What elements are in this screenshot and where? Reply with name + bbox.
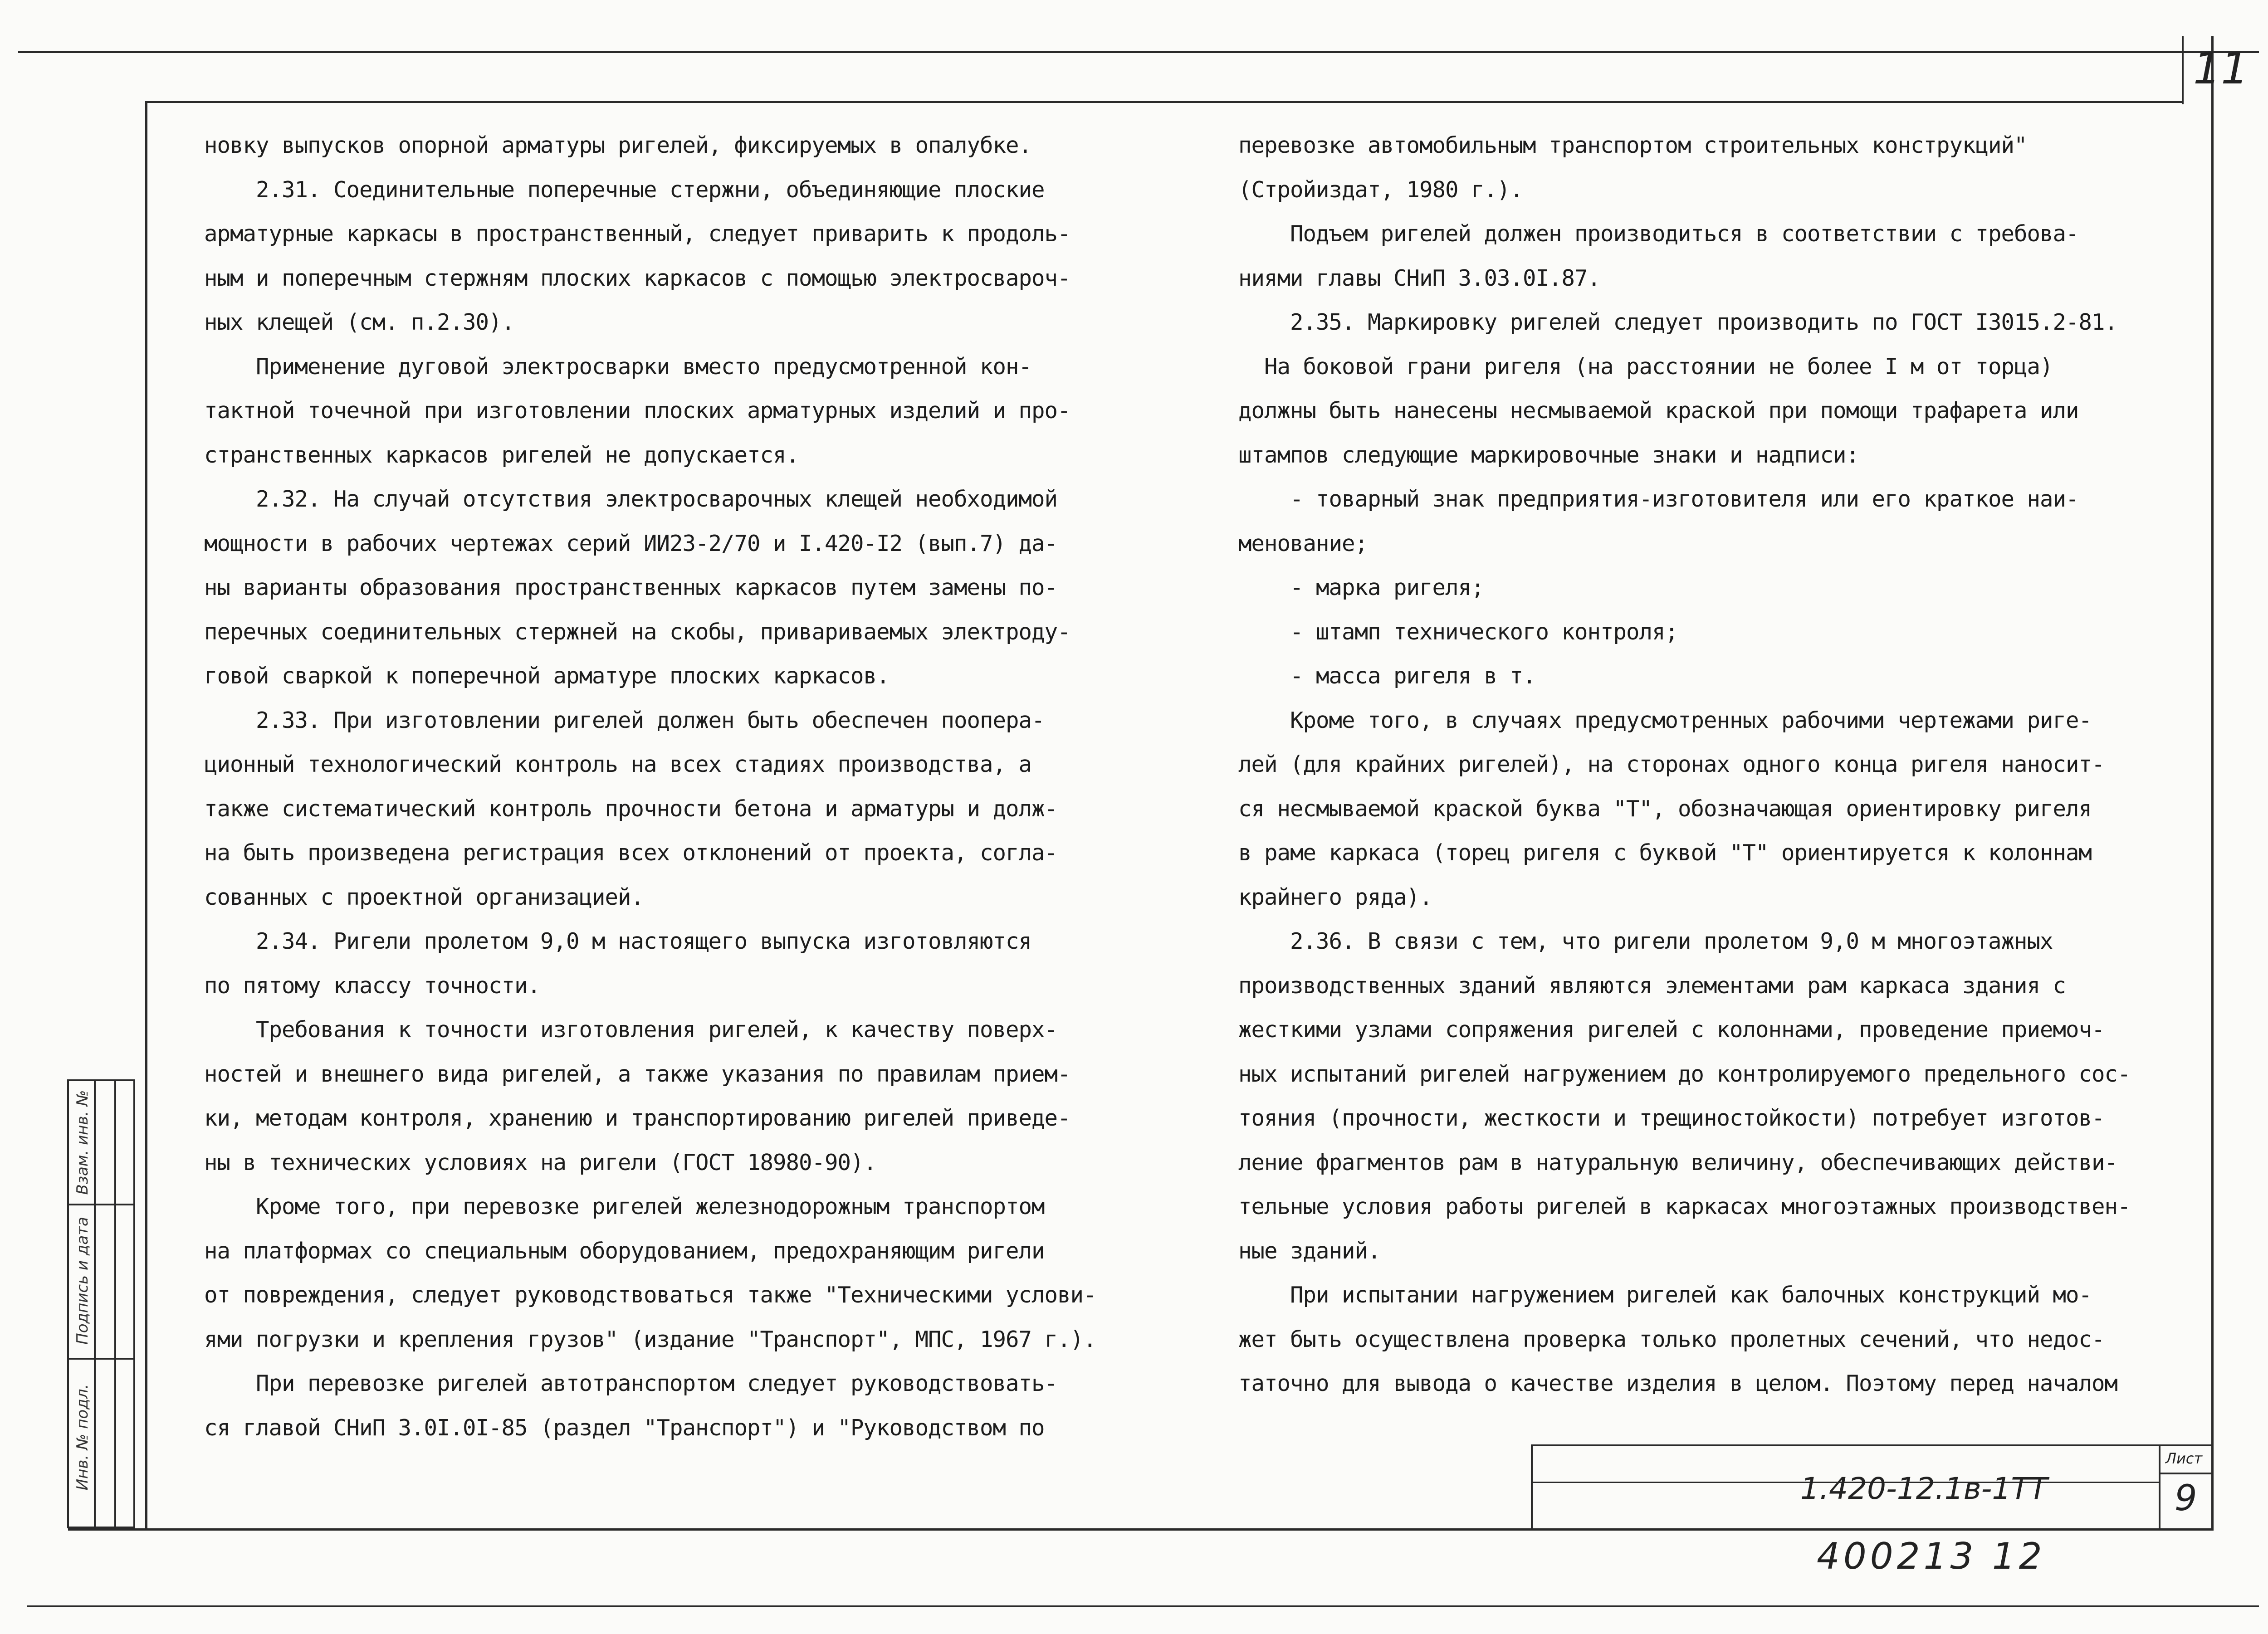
left-text-line: 2.31. Соединительные поперечные стержни, объединяющие плоские (204, 176, 1045, 203)
left-text-line: на быть произведена регистрация всех отклонений от проекта, согла- (204, 840, 1058, 866)
left-text-line: на платформах со специальным оборудованием, предохраняющим ригели (204, 1238, 1045, 1264)
left-text-line: 2.34. Ригели пролетом 9,0 м настоящего выпуска изготовляются (204, 928, 1032, 954)
right-text-line: таточно для вывода о качестве изделия в целом. Поэтому перед началом (1238, 1371, 2118, 1396)
right-text-line: Подъем ригелей должен производиться в соответствии с требова- (1238, 221, 2079, 247)
inner-bottom-frame-line (68, 1528, 2214, 1531)
inner-left-frame-line (145, 101, 147, 1530)
left-text-line: арматурные каркасы в пространственный, следует приварить к продоль- (204, 221, 1070, 247)
stamp-cell-signature-date: Подпись и дата (73, 1217, 92, 1345)
right-text-line: штампов следующие маркировочные знаки и надписи: (1238, 442, 1859, 468)
sheet-number: 9 (2175, 1478, 2197, 1519)
right-text-line: 2.35. Маркировку ригелей следует производить по ГОСТ I3015.2-81. (1238, 309, 2118, 335)
archive-number: 400213 12 (1817, 1535, 2046, 1577)
right-text-line: На боковой грани ригеля (на расстоянии не более I м от торца) (1238, 353, 2053, 380)
page-bottom-line (27, 1605, 2259, 1607)
right-text-line: (Стройиздат, 1980 г.). (1238, 176, 1523, 203)
right-text-line: - марка ригеля; (1238, 575, 1484, 600)
right-text-line: ных испытаний ригелей нагружением до контролируемого предельного сос- (1238, 1061, 2131, 1087)
left-text-line: Применение дуговой электросварки вместо предусмотренной кон- (204, 353, 1032, 380)
right-text-line: тельные условия работы ригелей в каркасах многоэтажных производствен- (1238, 1194, 2131, 1219)
left-text-line: Требования к точности изготовления ригелей, к качеству поверх- (204, 1017, 1058, 1043)
right-text-line: жет быть осуществлена проверка только пролетных сечений, что недос- (1238, 1326, 2105, 1352)
top-frame-line (18, 51, 2259, 53)
left-text-line: Кроме того, при перевозке ригелей железнодорожным транспортом (204, 1194, 1045, 1219)
left-text-line: ями погрузки и крепления грузов" (издание "Транспорт", МПС, 1967 г.). (204, 1326, 1096, 1352)
right-text-line: производственных зданий являются элементами рам каркаса здания с (1238, 972, 2066, 999)
right-text-line: в раме каркаса (торец ригеля с буквой "Т" ориентируется к колоннам (1238, 840, 2092, 866)
left-text-line: новку выпусков опорной арматуры ригелей, фиксируемых в опалубке. (204, 132, 1032, 158)
right-text-line: Кроме того, в случаях предусмотренных рабочими чертежами риге- (1238, 707, 2092, 733)
side-stamp-divider (114, 1081, 116, 1527)
right-text-line: должны быть нанесены несмываемой краской при помощи трафарета или (1238, 398, 2079, 424)
left-text-line: ся главой СНиП 3.0I.0I-85 (раздел "Транспорт") и "Руководством по (204, 1415, 1045, 1441)
right-text-line: жесткими узлами сопряжения ригелей с колоннами, проведение приемоч- (1238, 1017, 2105, 1043)
left-text-line: по пятому классу точности. (204, 972, 541, 999)
left-text-line: сованных с проектной организацией. (204, 884, 644, 910)
right-frame-line (2211, 36, 2214, 1531)
stamp-cell-replacement-inv: Взам. инв. № (73, 1090, 92, 1195)
left-text-line: ны варианты образования пространственных каркасов путем замены по- (204, 575, 1058, 600)
right-text-line: - товарный знак предприятия-изготовителя или его краткое наи- (1238, 486, 2079, 512)
left-text-line: ных клещей (см. п.2.30). (204, 309, 515, 335)
right-text-line: При испытании нагружением ригелей как балочных конструкций мо- (1238, 1282, 2092, 1308)
right-text-line: 2.36. В связи с тем, что ригели пролетом 9,0 м многоэтажных (1238, 928, 2053, 954)
right-text-line: менование; (1238, 530, 1368, 556)
side-stamp (67, 1079, 135, 1528)
title-block-sheet-divider (2159, 1446, 2160, 1528)
page-number-box-left (2182, 36, 2184, 104)
left-text-line: ки, методам контроля, хранению и транспортированию ригелей приведе- (204, 1105, 1070, 1131)
inner-top-frame-line (145, 101, 2182, 103)
page-number: 11 (2193, 43, 2249, 94)
left-text-line: говой сваркой к поперечной арматуре плоских каркасов. (204, 663, 890, 689)
left-text-line: тактной точечной при изготовлении плоских арматурных изделий и про- (204, 398, 1070, 424)
left-text-line: При перевозке ригелей автотранспортом следует руководствовать- (204, 1371, 1058, 1396)
right-text-line: ление фрагментов рам в натуральную величину, обеспечивающих действи- (1238, 1149, 2118, 1176)
right-text-line: ся несмываемой краской буква "Т", обозначающая ориентировку ригеля (1238, 795, 2092, 822)
sheet-label: Лист (2165, 1450, 2203, 1467)
right-text-line: ниями главы СНиП 3.03.0I.87. (1238, 265, 1601, 291)
left-text-line: ционный технологический контроль на всех стадиях производства, а (204, 751, 1032, 777)
right-text-line: ные зданий. (1238, 1238, 1381, 1264)
right-text-line: тояния (прочности, жесткости и трещиностойкости) потребует изготов- (1238, 1105, 2105, 1131)
right-text-line: лей (для крайних ригелей), на сторонах одного конца ригеля наносит- (1238, 751, 2105, 777)
left-text-line: ным и поперечным стержням плоских каркасов с помощью электросвароч- (204, 265, 1070, 291)
right-text-line: крайнего ряда). (1238, 884, 1432, 910)
left-text-line: странственных каркасов ригелей не допускается. (204, 442, 799, 468)
right-text-line: - масса ригеля в т. (1238, 663, 1536, 689)
document-code: 1.420-12.1в-1ТТ (1800, 1471, 2048, 1506)
left-text-line: ностей и внешнего вида ригелей, а также указания по правилам прием- (204, 1061, 1070, 1087)
right-text-line: - штамп технического контроля; (1238, 619, 1678, 645)
right-text-line: перевозке автомобильным транспортом строительных конструкций" (1238, 132, 2027, 158)
left-text-line: также систематический контроль прочности бетона и арматуры и долж- (204, 795, 1058, 822)
title-block (1531, 1444, 2211, 1528)
stamp-cell-inv-number: Инв. № подл. (73, 1384, 92, 1491)
left-text-line: от повреждения, следует руководствоваться также "Техническими услови- (204, 1282, 1096, 1308)
left-text-line: перечных соединительных стержней на скобы, привариваемых электроду- (204, 619, 1070, 645)
left-text-line: 2.33. При изготовлении ригелей должен быть обеспечен поопера- (204, 707, 1045, 733)
left-text-line: ны в технических условиях на ригели (ГОСТ 18980-90). (204, 1149, 877, 1176)
left-text-line: 2.32. На случай отсутствия электросварочных клещей необходимой (204, 486, 1058, 512)
left-text-line: мощности в рабочих чертежах серий ИИ23-2/70 и I.420-I2 (вып.7) да- (204, 530, 1058, 556)
title-block-sheet-line (2159, 1473, 2213, 1474)
